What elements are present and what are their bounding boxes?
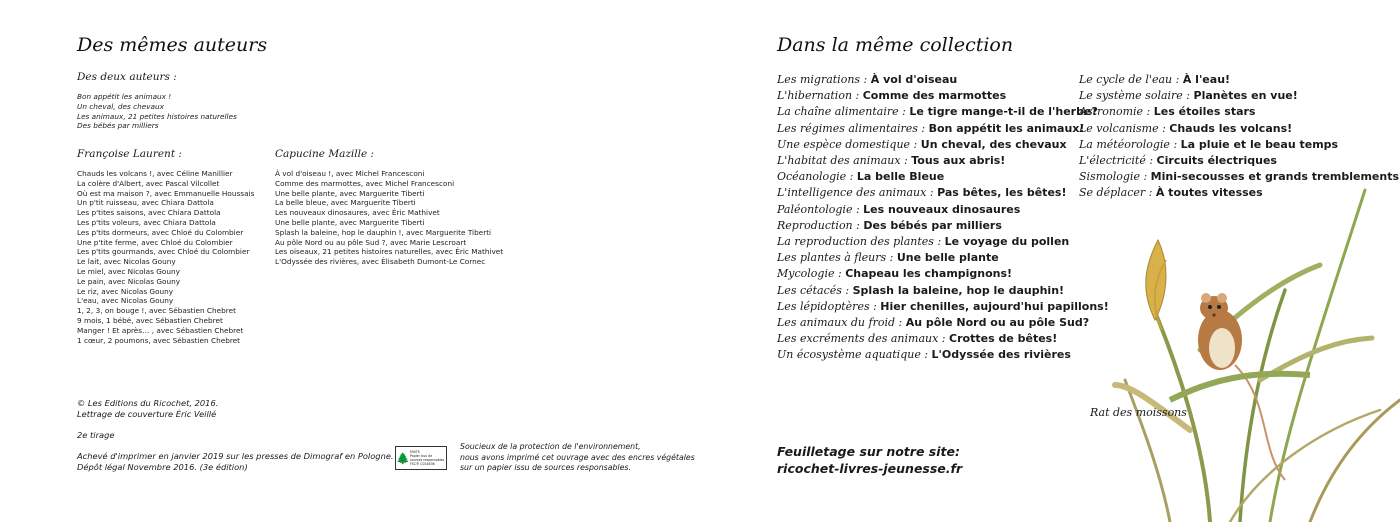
collection-entry: [777, 250, 1109, 266]
book-list-item: Les nouveaux dinosaures, avec Éric Mathivet: [275, 208, 440, 218]
printing-edition: 2e tirage: [77, 430, 115, 440]
book-list-item: L'eau, avec Nicolas Gouny: [77, 296, 174, 306]
book-list-item: Le riz, avec Nicolas Gouny: [77, 286, 174, 296]
collection-entry: [1079, 104, 1399, 120]
collection-topic: Une espèce domestique :: [777, 137, 918, 151]
collection-entry: [777, 347, 1109, 363]
laurent-heading: Françoise Laurent :: [77, 148, 182, 160]
collection-topic: La météorologie :: [1079, 137, 1178, 151]
collection-topic: Se déplacer :: [1079, 186, 1153, 200]
collection-book-title: À vol d'oiseau: [870, 73, 958, 86]
collection-topic: Les migrations :: [777, 73, 868, 86]
collection-entry: [777, 137, 1109, 153]
book-list-item: L'Odyssée des rivières, avec Élisabeth Dumont-Le Cornec: [275, 257, 486, 267]
collection-topic: Paléontologie :: [777, 202, 860, 216]
collection-book-title: Le tigre mange-t-il de l'herbe?: [909, 105, 1098, 119]
legal-deposit: Dépôt légal Novembre 2016. (3e édition): [77, 462, 248, 472]
fsc-line1: Papier issu de: [410, 454, 433, 458]
fsc-logo: [395, 446, 447, 470]
collection-topic: Les cétacés :: [777, 283, 850, 297]
collection-book-title: Des bébés par milliers: [863, 218, 1002, 232]
collection-entry: [1079, 72, 1399, 88]
collection-book-title: Bon appétit les animaux!: [928, 121, 1085, 135]
eco-notice: [460, 442, 695, 474]
collection-entry: [1079, 88, 1399, 104]
harvest-mouse-illustration: [1110, 170, 1400, 522]
printing-info: Achevé d'imprimer en janvier 2019 sur les presses de Dimograf en Pologne.: [77, 451, 394, 461]
book-list-item: Le miel, avec Nicolas Gouny: [77, 266, 180, 276]
collection-book-title: Pas bêtes, les bêtes!: [937, 186, 1067, 200]
collection-entry: [777, 185, 1109, 201]
book-list-item: Le pain, avec Nicolas Gouny: [77, 276, 181, 286]
eco-line: nous avons imprimé cet ouvrage avec des encres végétales: [460, 452, 695, 462]
book-list-item: Des bébés par milliers: [77, 121, 159, 131]
cover-lettering: Lettrage de couverture Éric Veillé: [77, 409, 217, 419]
collection-topic: Océanologie :: [777, 170, 854, 184]
collection-entry: [1079, 137, 1399, 153]
laurent-book-list: [77, 169, 254, 345]
collection-entry: [777, 234, 1109, 250]
book-list-item: À vol d'oiseau !, avec Michel Francesconi: [275, 169, 425, 178]
book-list-item: Un p'tit ruisseau, avec Chiara Dattola: [77, 198, 214, 208]
book-list-item: Bon appétit les animaux !: [77, 92, 172, 101]
book-list-item: Les p'tits dormeurs, avec Chloé du Colombier: [77, 227, 244, 237]
collection-entry: [777, 104, 1109, 120]
book-list-item: Au pôle Nord ou au pôle Sud ?, avec Marie Lescroart: [275, 237, 467, 247]
collection-topic: Les plantes à fleurs :: [777, 251, 894, 265]
collection-book-title: La belle Bleue: [856, 170, 945, 184]
collection-book-title: Tous aux abris!: [911, 154, 1006, 168]
book-list-item: Les p'tites saisons, avec Chiara Dattola: [77, 208, 221, 218]
book-list-item: 1, 2, 3, on bouge !, avec Sébastien Chebret: [77, 306, 236, 316]
page-title-authors: Des mêmes auteurs: [77, 34, 268, 56]
collection-topic: Astronomie :: [1079, 105, 1151, 119]
credits-block: [77, 398, 394, 473]
site-url[interactable]: ricochet-livres-jeunesse.fr: [777, 461, 963, 476]
collection-entry: [777, 153, 1109, 169]
book-list-item: Splash la baleine, hop le dauphin !, avec Marguerite Tiberti: [275, 227, 492, 237]
collection-book-title: Crottes de bêtes!: [949, 332, 1058, 346]
book-list-item: Une belle plante, avec Marguerite Tiberti: [275, 188, 425, 198]
collection-entry: [777, 315, 1109, 331]
collection-entry: [1079, 153, 1399, 169]
mazille-heading: Capucine Mazille :: [275, 148, 375, 160]
collection-entry: [777, 88, 1109, 104]
collection-topic: Reproduction :: [777, 218, 860, 232]
collection-topic: Un écosystème aquatique :: [777, 348, 929, 362]
collection-entry: [777, 266, 1109, 282]
book-list-item: Comme des marmottes, avec Michel Francesconi: [275, 178, 455, 188]
book-list-item: Chauds les volcans !, avec Céline Manillier: [77, 169, 233, 178]
collection-book-title: Mini-secousses et grands tremblements: [1150, 170, 1400, 184]
both-authors-list: [77, 92, 237, 131]
fsc-code: FSC® C014836: [410, 462, 435, 466]
collection-entry: [777, 121, 1109, 137]
collection-column-1: [777, 72, 1109, 364]
book-list-item: Les animaux, 21 petites histoires naturelles: [77, 111, 237, 121]
book-list-item: Les p'tits gourmands, avec Chloé du Colombier: [77, 247, 250, 257]
book-list-item: Manger ! Et après… , avec Sébastien Chebret: [77, 325, 244, 335]
collection-topic: La reproduction des plantes :: [777, 235, 942, 249]
collection-entry: [1079, 121, 1399, 137]
book-list-item: Le lait, avec Nicolas Gouny: [77, 257, 176, 267]
eco-line: sur un papier issu de sources responsables.: [460, 463, 631, 472]
collection-topic: Les excréments des animaux :: [777, 332, 946, 346]
collection-entry: [777, 169, 1109, 185]
collection-topic: Mycologie :: [777, 267, 842, 281]
fsc-label: MIXTE: [410, 450, 420, 454]
eco-line: Soucieux de la protection de l'environnement,: [460, 442, 641, 451]
collection-book-title: À l'eau!: [1182, 73, 1231, 86]
site-text: Feuilletage sur notre site:: [777, 444, 960, 459]
collection-topic: Les animaux du froid :: [777, 316, 903, 330]
book-list-item: Les oiseaux, 21 petites histoires naturelles, avec Éric Mathivet: [275, 247, 504, 257]
collection-book-title: L'Odyssée des rivières: [931, 348, 1071, 362]
collection-book-title: Au pôle Nord ou au pôle Sud?: [905, 316, 1090, 330]
page-title-collection: Dans la même collection: [777, 34, 1014, 56]
fsc-line2: sources responsables: [410, 458, 445, 462]
mazille-book-list: [275, 169, 503, 267]
collection-topic: L'électricité :: [1079, 154, 1154, 168]
collection-topic: Le cycle de l'eau :: [1079, 73, 1180, 86]
collection-topic: L'hibernation :: [777, 89, 860, 103]
collection-topic: Le volcanisme :: [1079, 121, 1166, 135]
collection-book-title: À toutes vitesses: [1155, 186, 1263, 200]
collection-book-title: Une belle plante: [896, 251, 999, 265]
collection-topic: Sismologie :: [1079, 170, 1148, 184]
collection-book-title: Comme des marmottes: [862, 89, 1007, 103]
collection-entry: [777, 299, 1109, 315]
collection-entry: [777, 331, 1109, 347]
collection-entry: [777, 202, 1109, 218]
tree-icon: 🌲: [396, 451, 410, 465]
collection-book-title: Chapeau les champignons!: [845, 267, 1013, 281]
book-list-item: Où est ma maison ?, avec Emmanuelle Houssais: [77, 188, 255, 198]
collection-topic: Les régimes alimentaires :: [777, 121, 926, 135]
collection-book-title: Le voyage du pollen: [944, 235, 1070, 249]
book-list-item: Une p'tite ferme, avec Chloé du Colombier: [77, 237, 233, 247]
book-list-item: Les p'tits voleurs, avec Chiara Dattola: [77, 217, 216, 227]
collection-book-title: Les nouveaux dinosaures: [863, 202, 1021, 216]
collection-book-title: Hier chenilles, aujourd'hui papillons!: [880, 299, 1109, 313]
collection-topic: Le système solaire :: [1079, 89, 1191, 103]
collection-topic: Les lépidoptères :: [777, 299, 877, 313]
collection-topic: L'intelligence des animaux :: [777, 186, 934, 200]
collection-book-title: Planètes en vue!: [1193, 89, 1298, 103]
collection-book-title: La pluie et le beau temps: [1180, 137, 1339, 151]
copyright: © Les Editions du Ricochet, 2016.: [77, 398, 219, 408]
collection-entry: [777, 72, 1109, 88]
book-list-item: Un cheval, des chevaux: [77, 101, 164, 111]
collection-book-title: Les étoiles stars: [1153, 105, 1256, 119]
illustration-caption: Rat des moissons: [1090, 406, 1187, 419]
book-list-item: La belle bleue, avec Marguerite Tiberti: [275, 198, 416, 208]
collection-entry: [777, 283, 1109, 299]
collection-book-title: Chauds les volcans!: [1169, 121, 1293, 135]
collection-topic: La chaîne alimentaire :: [777, 105, 906, 119]
collection-topic: L'habitat des animaux :: [777, 154, 908, 168]
collection-entry: [777, 218, 1109, 234]
book-list-item: 9 mois, 1 bébé, avec Sébastien Chebret: [77, 315, 223, 325]
both-authors-heading: Des deux auteurs :: [77, 71, 177, 83]
book-list-item: La colère d'Albert, avec Pascal Vilcollet: [77, 178, 220, 188]
book-list-item: Une belle plante, avec Marguerite Tiberti: [275, 217, 425, 227]
collection-book-title: Splash la baleine, hop le dauphin!: [852, 283, 1065, 297]
book-list-item: 1 cœur, 2 poumons, avec Sébastien Chebret: [77, 335, 241, 345]
collection-book-title: Un cheval, des chevaux: [920, 137, 1067, 151]
site-promo: [777, 443, 962, 477]
collection-book-title: Circuits électriques: [1156, 154, 1277, 168]
